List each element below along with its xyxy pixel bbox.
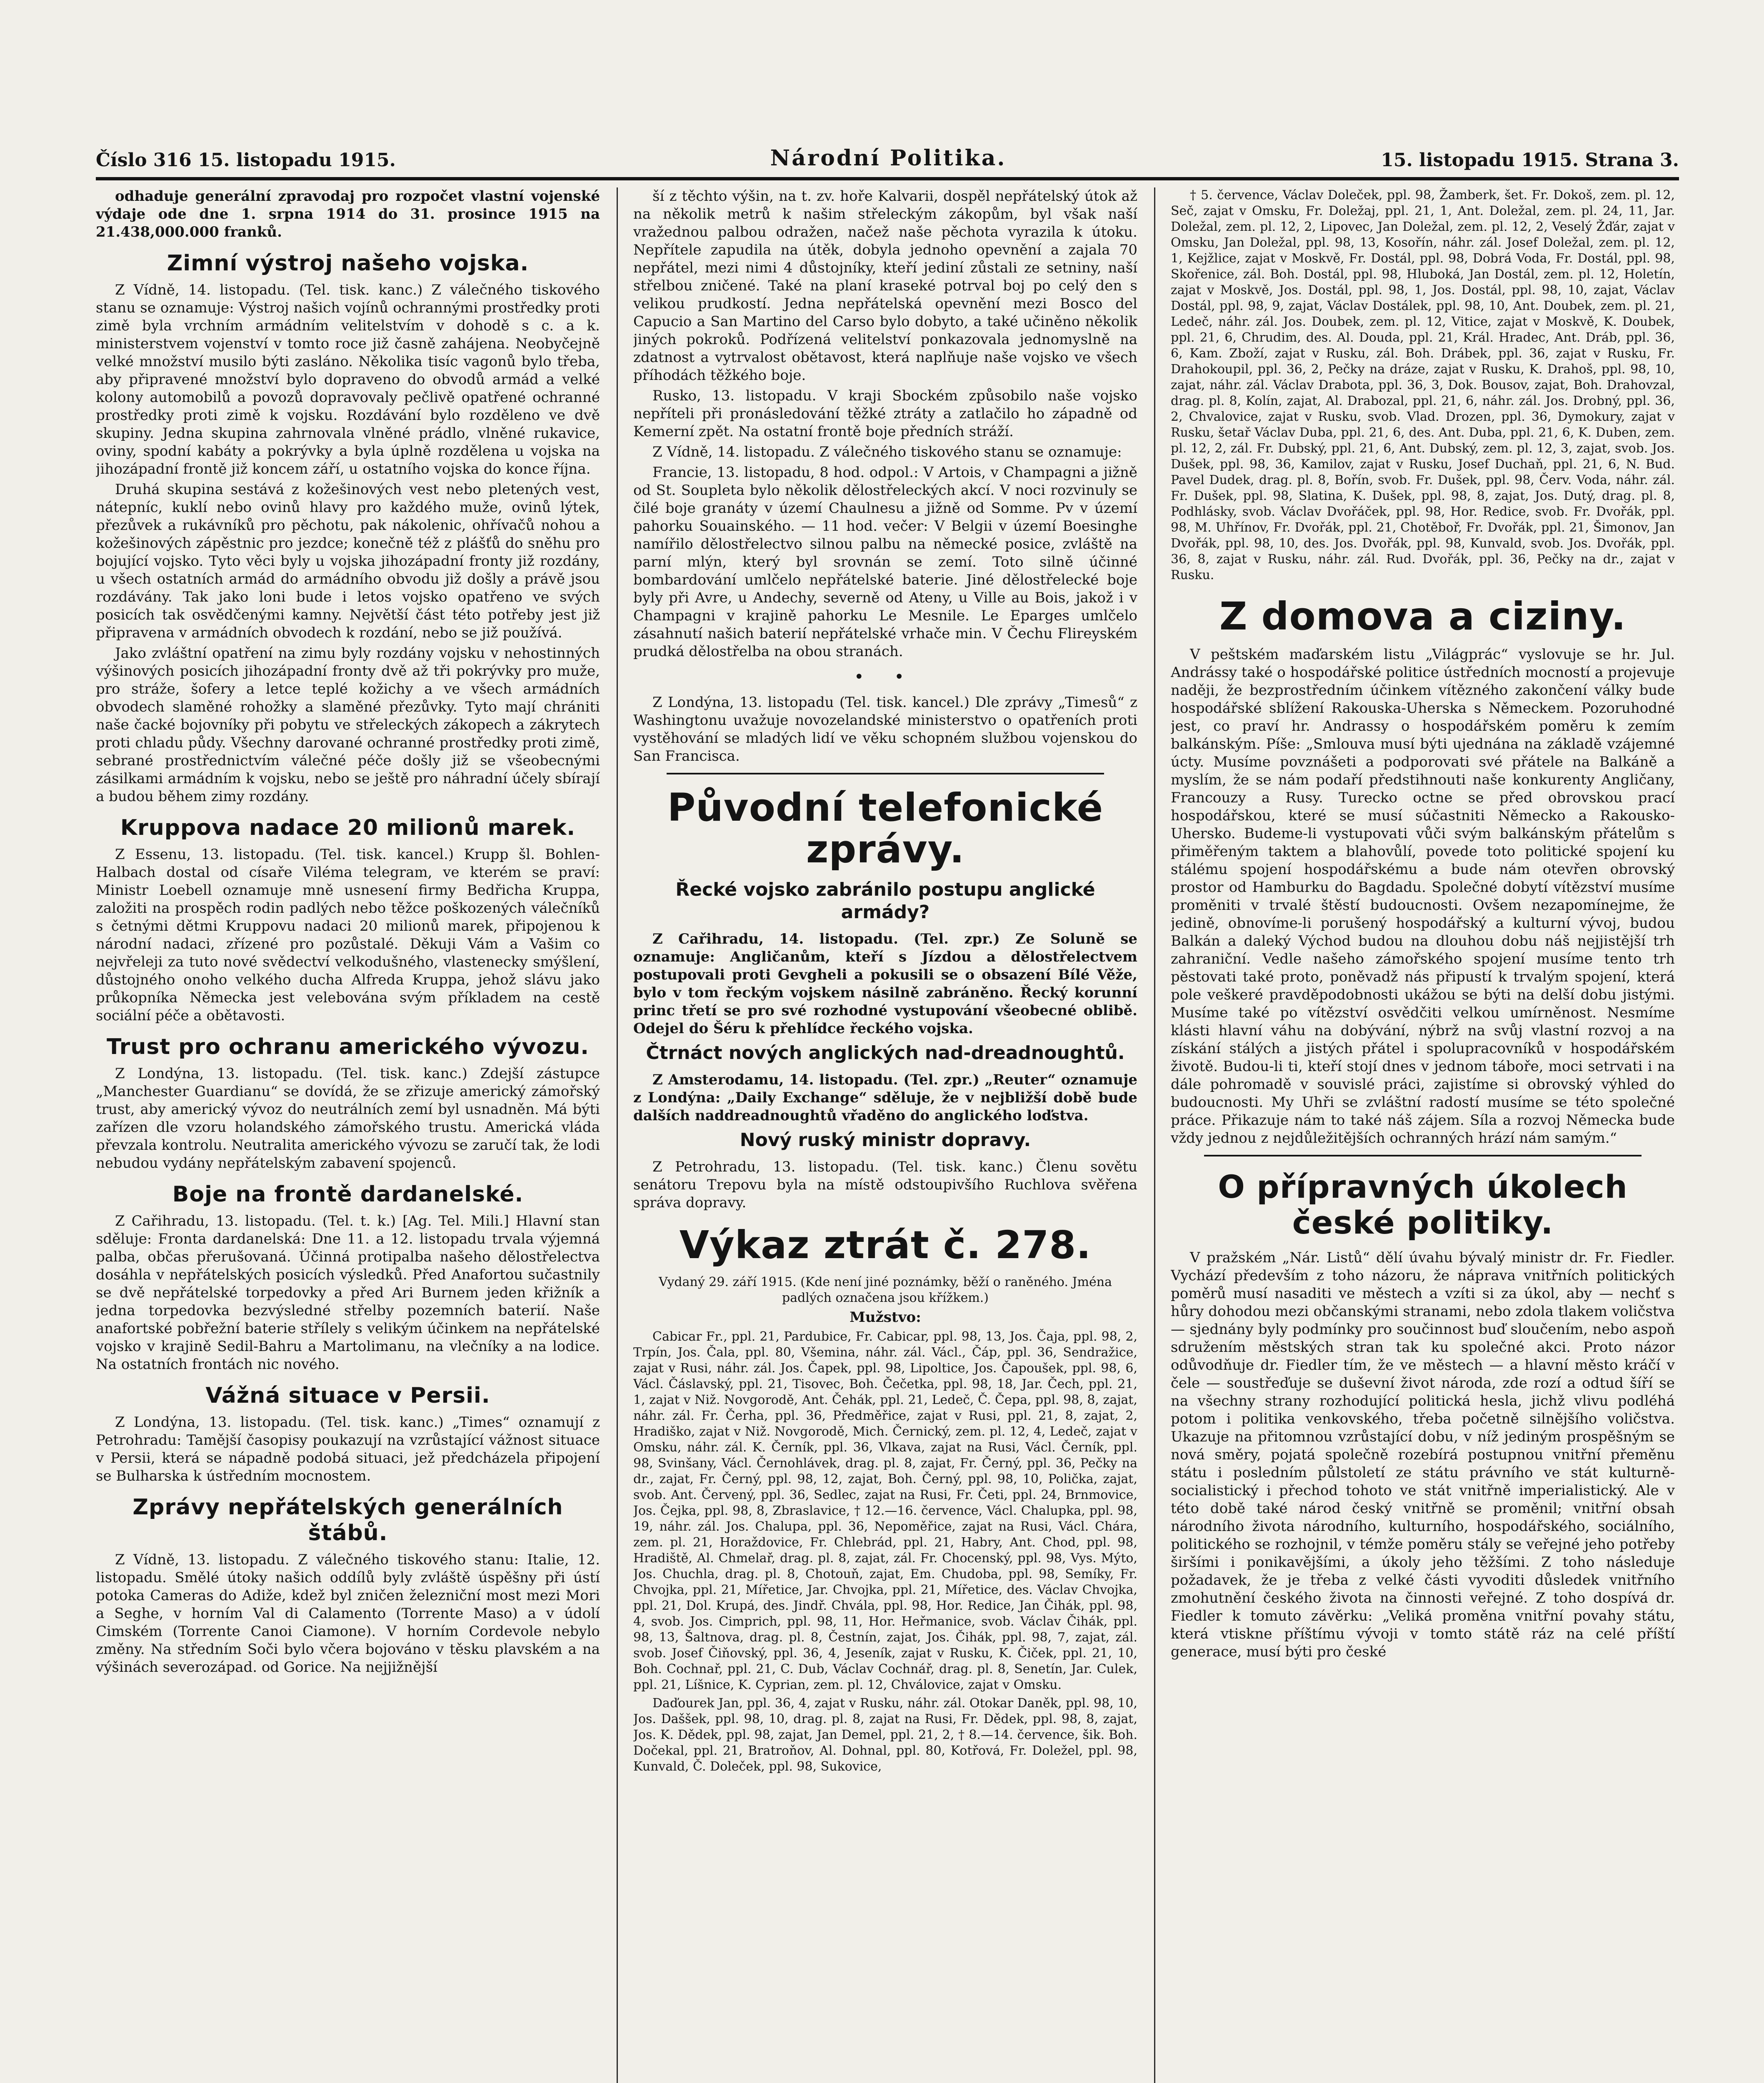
casualty-list: Daďourek Jan, ppl. 36, 4, zajat v Rusku, náhr. zál. Otokar Daněk, ppl. 98, 10, Jos. Daššek, ppl. 98, 10, drag. pl. 8, zajat na Rusi, Fr. Dědek, ppl. 98, 8, zajat, Jos. K. Dědek, ppl. 98, zajat, Jan Demel, ppl. 21, 2, † 8.—14. července, šik. Boh. Dočekal, ppl. 21, Bratroňov, Al. Dohnal, ppl. 80, Kotřová, Fr. Doležel, ppl. 98, Kunvald, Č. Doleček, ppl. 98, Sukovice,	[633, 1696, 1137, 1774]
article-text: V pražském „Nár. Listů“ dělí úvahu bývalý ministr dr. Fr. Fiedler. Vychází především z toho názoru, že náprava vnitřních politických poměrů musí nasaditi ve městech a vzíti si za úkol, aby — nechť s hůry dohodou mezi občanskými stranami, nebo zdola tlakem voličstva — sjednány byly podmínky pro součinnost buď sloučením, nebo aspoň sdružením městských stran tak ku společné akci. Proto názor odůvodňuje dr. Fiedler tím, že ve městech — a hlavní město kráčí v čele — soustřeďuje se duševní život národa, zde rozí a odtud šíří se na všechny strany rozhodující politická hesla, jichž vlivu podléhá potom i politika venkovského, třeba početně silnějšího voličstva. Ukazuje na přitomnou vzrůstající dobu, v níž jediným prospěšným se nová směry, pojatá společně rozebírá postupnou vnitřní přeměnu státu i posledním půlstoletí ze státu právního ve stát kulturně-socialistický i přechod tohoto ve stát vnitřně imperialistický. Ale v této době také národ český vnitřně se proměnil; vnitřní obsah národního života národního, kulturního, hospodářského, sociálního, politického se rozhojnil, v témže poměru stály se veřejné jeho potřeby širšími i ponikavějšími, a úkoly jeho těžšími. Z toho následuje požadavek, že je třeba z velké části vyvoditi důsledek vnitřního zmohutnění českého života na činnosti veřejné. Z toho dospívá dr. Fiedler k tomuto závěrku: „Veliká proměna vnitřní povahy státu, která vtiskne příštímu vývoji v tomto státě ráz na celé příští generace, musí býti pro české	[1171, 1249, 1675, 1660]
issue-info: Číslo 316 15. listopadu 1915.	[96, 150, 396, 171]
article-text: Z Vídně, 14. listopadu. (Tel. tisk. kanc.) Z válečného tiskového stanu se oznamuje: Výstroj našich vojínů ochrannými prostředky proti zimě byla vrchním armádním velitelstvím v dohodě s c. a k. ministerstvem vojenství v tomto roce již časně zahájena. Neobyčejně velké množství musilo býti zasláno. Několika tisíc vagonů bylo třeba, aby připravené množství bylo dopraveno do obvodů armád a velké kolony automobilů a povozů dopravovaly pečlivě opatřené ochranné prostředky proti zimě k vojsku. Rozdávání bylo rozděleno ve dvě skupiny. Jedna skupina zahrnovala vlněné prádlo, vlněné rukavice, oviny, spodní kabáty a pokrývky a byla úplně rozdělena u vojska na jihozápadní frontě již koncem září, u ostatního vojska do konce října.	[96, 282, 600, 477]
subheadline-ctrnact: Čtrnáct nových anglických nad-dreadnoughtů.	[646, 1042, 1125, 1064]
separator-rule	[1204, 1155, 1642, 1156]
masthead	[96, 137, 1679, 171]
headline-trust: Trust pro ochranu amerického vývozu.	[106, 1034, 590, 1059]
article-text: Z Vídně, 14. listopadu. Z válečného tiskového stanu se oznamuje:	[652, 444, 1122, 460]
headline-zimni-vystroj: Zimní výstroj našeho vojska.	[167, 251, 529, 276]
article-text: Z Cařihradu, 13. listopadu. (Tel. t. k.) [Ag. Tel. Mili.] Hlavní stan sděluje: Fronta dardanelská: Dne 11. a 12. listopadu trvala výjemná palba, občas přerušovaná. Účinná protipalba našeho dělostřelectva dosáhla v nepřátelských posicích výsledků. Před Anafortou sučastnily se dvě nepřátelské torpedovky a před Ari Burnem jeden křižník a jedna torpedovka bezvýsledné střelby pozemních baterií. Naše anafortské pobřežní baterie střílely s velikým účinkem na nepřátelské vojsko v krajině Sedil-Bahru a Martolimanu, na vlečníky a na lodice. Na ostatních frontách nic nového.	[96, 1213, 600, 1373]
vykaz-subtitle: Vydaný 29. září 1915. (Kde není jiné poznámky, běží o raněného. Jména padlých označena jsou křížkem.)	[659, 1275, 1112, 1305]
column-divider	[617, 187, 618, 2083]
column-divider	[1154, 187, 1155, 2083]
headline-dardanely: Boje na frontě dardanelské.	[172, 1182, 524, 1207]
section-label: Mužstvo:	[850, 1309, 921, 1326]
article-text: Francie, 13. listopadu, 8 hod. odpol.: V Artois, v Champagni a jižně od St. Soupleta bylo několik dělostřeleckých akcí. V noci rozvinuly se čilé boje granáty v území Chaulnesu a jižně od Somme. Pv v území pahorku Souainského. — 11 hod. večer: V Belgii v území Boesinghe namířilo dělostřelectvo silnou palbu na německé posice, zvláště na parní mlýn, který byl srovnán se zemí. Toto silně účinné bombardování umlčelo nepřátelské baterie. Jiné dělostřelecké boje byly při Avre, u Andechy, severně od Ateny, u Ville au Bois, jakož i v Champagni v krajině pahorku Le Mesnile. Le Eparges umlčelo zásahnutí našich baterií nepřátelské vrhače min. V Čechu Flireyském prudká dělostřelba na obou stranách.	[633, 464, 1137, 660]
headline-telefonicke: Původní telefonické zprávy.	[667, 785, 1104, 872]
headline-zpravy: Zprávy nepřátelských generálních štábů.	[132, 1495, 563, 1546]
subheadline-ministr: Nový ruský ministr dopravy.	[740, 1129, 1031, 1151]
article-text: Z Londýna, 13. listopadu. (Tel. tisk. kanc.) „Times“ oznamují z Petrohradu: Tamější časopisy poukazují na vzrůstající vážnost situace v Persii, která se nápadně podobá situaci, jež předcházela připojení se Bulharska k ústředním mocnostem.	[96, 1414, 600, 1484]
separator-rule	[667, 773, 1104, 774]
article-text: Druhá skupina sestává z kožešinových vest nebo pletených vest, nátepníc, kuklí nebo ovinů hlavy pro každého muže, ovinů lýtek, přezůvek a rukávníků pro pěchotu, pak nákolenic, ohřívačů nohou a kožešinových zápěstnic pro jezdce; konečně též z plášťů do sněhu pro bojující vojsko. Tyto věci byly u vojska jihozápadní fronty již rozdány, u všech ostatních armád do armádního obvodu již došly a právě jsou rozdávány. Tak jako loni bude i letos vojsko opatřeno ve svých posicích tak osvědčenými kamny. Největší část této potřeby jest již připravena v armádních obvodech k rozdání, nebo se již používá.	[96, 481, 600, 641]
article-text: Jako zvláštní opatření na zimu byly rozdány vojsku v nehostinných výšinových posicích jihozápadní fronty dvě až tři pokrývky pro muže, pro stráže, šofery a letce teplé kožichy a ve všech armádních obvodech slaměné rohožky a slaměné přezůvky. Tyto mají chrániti naše čacké bojovníky při pobytu ve střeleckých zákopech a zákrytech proti chladu půdy. Všechny darované ochranné prostředky proti zimě, sebrané prostřednictvím válečné péče došly již se všeobecnými zásilkami armádním k vojsku, nebo se ještě pro náhradní účely sbírají a budou během zimy rozdány.	[96, 645, 600, 805]
article-text: Z Londýna, 13. listopadu (Tel. tisk. kancel.) Dle zprávy „Timesů“ z Washingtonu uvažuje novozelandské ministerstvo o opatřeních proti vystěhování se mladých lidí ve věku schopném službou vojenskou do San Francisca.	[633, 694, 1137, 764]
article-text: odhaduje generální zpravodaj pro rozpočet vlastní vojenské výdaje ode dne 1. srpna 1914 do 31. prosince 1915 na 21.438,000.000 franků.	[96, 188, 600, 240]
headline-z-domova: Z domova a ciziny.	[1219, 594, 1627, 639]
article-text: Z Petrohradu, 13. listopadu. (Tel. tisk. kanc.) Členu sovětu senátoru Trepovu byla na místě odstoupivšího Ruchlova svěřena správa dopravy.	[633, 1159, 1137, 1211]
casualty-list: † 5. července, Václav Doleček, ppl. 98, Žamberk, šet. Fr. Dokoš, zem. pl. 12, Seč, zajat v Omsku, Fr. Doležaj, ppl. 21, 1, Ant. Doležal, zem. pl. 24, 11, Jar. Doležal, zem. pl. 12, 2, Lipovec, Jan Doležal, zem. pl. 12, 2, Veselý Žďár, zajat v Omsku, Jan Doležal, ppl. 98, 13, Kosořín, náhr. zál. Josef Doležal, zem. pl. 12, 1, Kejžlice, zajat v Moskvě, Fr. Dostál, ppl. 98, Dobrá Voda, Fr. Dostál, ppl. 98, Skořenice, zál. Boh. Dostál, ppl. 98, Hluboká, Jan Dostál, zem. pl. 12, Holetín, zajat v Moskvě, Jos. Dostál, ppl. 98, 1, Jos. Dostál, ppl. 98, 10, zajat, Václav Dostál, ppl. 98, 9, zajat, Václav Dostálek, ppl. 98, 10, Ant. Doubek, zem. pl. 21, Ledeč, náhr. zál. Jos. Doubek, zem. pl. 12, Vitice, zajat v Moskvě, K. Doubek, ppl. 21, 6, Chrudim, des. Al. Douda, ppl. 21, Král. Hradec, Ant. Dráb, ppl. 36, 6, Kam. Zboží, zajat v Rusku, zál. Boh. Drábek, ppl. 36, zajat v Rusku, Fr. Drahokoupil, ppl. 36, 2, Pečky na dráze, zajat v Rusku, K. Drahoš, ppl. 98, 10, zajat, náhr. zál. Václav Drabota, ppl. 36, 3, Dok. Bousov, zajat, Boh. Drahovzal, drag. pl. 8, Kolín, zajat, Al. Drabozal, ppl. 21, 6, náhr. zál. Jos. Drobný, ppl. 36, 2, Chvalovice, zajat v Rusku, svob. Vlad. Drozen, ppl. 36, Dymokury, zajat v Rusku, šetař Václav Duba, ppl. 21, 6, des. Ant. Duba, ppl. 21, 6, K. Duben, zem. pl. 12, 2, zál. Fr. Dubský, ppl. 21, 6, Ant. Dubský, zem. pl. 12, 3, zajat, svob. Jos. Dušek, ppl. 98, 36, Kamilov, zajat v Rusku, Josef Duchaň, ppl. 21, 6, N. Bud. Pavel Dudek, drag. pl. 8, Bořín, svob. Fr. Dušek, ppl. 98, Červ. Voda, náhr. zál. Fr. Dušek, ppl. 98, Slatina, K. Dušek, ppl. 98, 8, zajat, Jos. Dutý, drag. pl. 8, Podhlásky, svob. Václav Dvořáček, ppl. 98, Hor. Redice, svob. Fr. Dvořák, ppl. 98, M. Uhřínov, Fr. Dvořák, ppl. 21, Chotěboř, Fr. Dvořák, ppl. 21, Šimonov, Jan Dvořák, ppl. 98, 10, des. Jos. Dvořák, ppl. 98, Kunvald, svob. Jos. Dvořák, ppl. 36, 8, zajat v Rusku, náhr. zál. Rud. Dvořák, ppl. 36, Pečky na dr., zajat v Rusku.	[1171, 188, 1675, 582]
column-3	[1171, 187, 1675, 2083]
separator-dots: • •	[854, 667, 917, 687]
newspaper-title: Národní Politika.	[770, 145, 1007, 171]
column-2	[633, 187, 1137, 2083]
article-text: V peštském maďarském listu „Világprác“ vyslovuje se hr. Jul. Andrássy také o hospodářské politice ústředních mocností a projevuje naději, že bezprostředním účinkem vítězného zakončení války bude hospodářské sblížení Rakouska-Uherska s Německem. Pozoruhodné jest, co praví hr. Andrassy o hospodářském poměru k zemím balkánským. Píše: „Smlouva musí býti ujednána na základě vzájemné úcty. Musíme povznášeti a podporovati své přátele na Balkáně a myslím, že se nám podaří předstihnouti naše konkurenty Angličany, Francouzy a Rusy. Turecko octne se před obrovskou prací hospodářskou, které se musí súčastniti Německo a Rakousko-Uhersko. Budeme-li vystupovati vůči svým balkánským přátelům s přiměřeným taktem a blahovůlí, povede toto politické spojení ku stálému spojení hospodářskému a bude nám otevřen obrovský prostor od Hamburku do Bagdadu. Společné dobytí vítězství musíme proměniti v trvalé štěstí budoucnosti. Ovšem nezapomínejme, že jedině, obnovíme-li porušený hospodářský a kulturní vývoj, budou Balkán a daleký Východ budou na dlouhou dobu náš nejjistější trh zahraniční. Vedle našeho zámořského spojení musíme tento trh pěstovati také proto, poněvadž nás připustí k trvalým spojení, která pole veškeré pravděpodobnosti ukážou se býti na delší dobu jistými. Musíme také po vítězství osvědčiti velkou umírněnost. Nesmíme klásti hlavní váhu na dobývání, nýbrž na svůj vlastní rozvoj a na získání stálých a jistých přátel i spolupracovníků v hospodářském životě. Budou-li ti, kteří stojí dnes v jednom táboře, moci setrvati i na dále pohromadě v souvislé práci, zajistíme si obrovský výhled do budoucnosti. My Uhři se zvláštní radostí musíme se této společné práce. Přikazuje nám to také náš zájem. Síla a rozvoj Německa bude vždy jednou z nejdůležitějších ochranných hrází nám samým.“	[1171, 646, 1675, 1146]
newspaper-page	[96, 137, 1679, 2083]
casualty-list: Cabicar Fr., ppl. 21, Pardubice, Fr. Cabicar, ppl. 98, 13, Jos. Čaja, ppl. 98, 2, Trpín, Jos. Čala, ppl. 80, Všemina, náhr. zál. Václ., Čáp, ppl. 36, Sendražice, zajat v Rusi, náhr. zál. Jos. Čapek, ppl. 98, Lipoltice, Jos. Čapoušek, ppl. 98, 6, Václ. Čáslavský, ppl. 21, Tisovec, Boh. Čečetka, ppl. 98, 18, Jar. Čech, ppl. 21, 1, zajat v Niž. Novgorodě, Ant. Čehák, ppl. 21, Ledeč, Č. Čepa, ppl. 98, 8, zajat, náhr. zál. Fr. Čerha, ppl. 36, Předměřice, zajat v Rusi, ppl. 21, 8, zajat, 2, Hradiško, zajat v Niž. Novgorodě, Mich. Černický, zem. pl. 12, 4, Ledeč, zajat v Omsku, náhr. zál. K. Černík, ppl. 36, Vlkava, zajat na Rusi, Václ. Černík, ppl. 98, Svinšany, Václ. Černohlávek, drag. pl. 8, zajat, Fr. Černý, ppl. 36, Pečky na dr., zajat, Fr. Černý, ppl. 98, 12, zajat, Boh. Černý, ppl. 98, 10, Polička, zajat, svob. Ant. Červený, ppl. 36, Sedlec, zajat na Rusi, Fr. Četi, ppl. 24, Brnmovice, Jos. Čejka, ppl. 98, 8, Zbraslavice, † 12.—16. července, Václ. Chalupka, ppl. 98, 19, náhr. zál. Jos. Chalupa, ppl. 36, Nepoměřice, zajat na Rusi, Václ. Chára, zem. pl. 21, Horaždovice, Fr. Chlebrád, ppl. 21, Habry, Ant. Chod, ppl. 98, Hradiště, Al. Chmelař, drag. pl. 8, zajat, zál. Fr. Chocenský, ppl. 98, Vys. Mýto, Jos. Chuchla, drag. pl. 8, Chotouň, zajat, Em. Chudoba, ppl. 98, Semíky, Fr. Chvojka, ppl. 21, Mířetice, Jar. Chvojka, ppl. 21, Mířetice, des. Václav Chvojka, ppl. 21, Dol. Krupá, des. Jindř. Chvála, ppl. 98, Hor. Redice, Jan Čihák, ppl. 98, 4, svob. Jos. Cimprich, ppl. 98, 11, Hor. Heřmanice, svob. Václav Čihák, ppl. 98, 13, Šaltnova, drag. pl. 8, Čestnín, zajat, Jos. Čihák, ppl. 98, 7, zajat, zál. svob. Josef Čiňovský, ppl. 36, 4, Jeseník, zajat v Rusku, K. Čiček, ppl. 21, 10, Boh. Cochnař, ppl. 21, C. Dub, Václav Cochnář, drag. pl. 8, Senetín, Jar. Culek, ppl. 21, Líšnice, K. Cyprian, zem. pl. 12, Chválovice, zajat v Omsku.	[633, 1329, 1137, 1692]
article-text: ší z těchto výšin, na t. zv. hoře Kalvarii, dospěl nepřátelský útok až na několik metrů k našim střeleckým zákopům, byl však naší vražednou palbou odražen, načež naše pěchota vyrazila k útoku. Nepřítele zapudila na útěk, dobyla jednoho opevnění a zajala 70 nepřátel, mezi nimi 4 důstojníky, kteří jediní zůstali ze setniny, naší střelbou zničené. Také na planí kraseké potrval boj po celý den s velikou prudkostí. Jedna nepřátelská opevnění mezi Bosco del Capucio a San Martino del Carso bylo dobyto, a také učiněno několik jiných pokroků. Podřízená velitelství ponkazovala jednomyslně na zdatnost a vytrvalost obětavost, která naplňuje naše vojsko ve všech příhodách těžkého boje.	[633, 188, 1137, 384]
subheadline-recke: Řecké vojsko zabránilo postupu anglické armády?	[675, 879, 1095, 923]
headline-vykaz: Výkaz ztrát č. 278.	[679, 1223, 1092, 1267]
headline-persie: Vážná situace v Persii.	[205, 1383, 490, 1408]
article-text: Z Londýna, 13. listopadu. (Tel. tisk. kanc.) Zdejší zástupce „Manchester Guardianu“ se dovídá, že se zřizuje americký zámořský trust, aby americký vývoz do neutrálních zemí byl usnadněn. Má býti zařízen dle vzoru holandského zámořského trustu. Americká vláda převzala kontrolu. Neutralita amerického vývozu se zaručí tak, že lodi nebudou vydány nepřátelským zabavení spojenců.	[96, 1065, 600, 1171]
headline-krupp: Kruppova nadace 20 milionů marek.	[120, 815, 576, 840]
column-1	[96, 187, 600, 2083]
article-text: Z Amsterodamu, 14. listopadu. (Tel. zpr.) „Reuter“ oznamuje z Londýna: „Daily Exchange“ sděluje, že v nejbližší době bude dalších naddreadnoughtů vřaděno do anglického loďstva.	[633, 1071, 1137, 1124]
page-info: 15. listopadu 1915. Strana 3.	[1381, 150, 1679, 171]
article-text: Z Essenu, 13. listopadu. (Tel. tisk. kancel.) Krupp šl. Bohlen-Halbach dostal od císaře Viléma telegram, ve kterém se praví: Ministr Loebell oznamuje mně usnesení firmy Bedřicha Kruppa, založiti na prospěch rodin padlých nebo těžce poškozených válečníků s četnými dětmi Kruppovu nadaci 20 milionů marek, připojenou k národní nadaci, zřízené pro pozůstalé. Děkuji Vám a Vašim co nejvřeleji za tuto nové svědectví velkodušného, vlastenecky smýšlení, důstojného onoho velkého ducha Alfreda Kruppa, jehož slávu jako průkopníka Německa jest velebována svým příkladem na cestě sociální péče a obětavosti.	[96, 846, 600, 1024]
article-text: Z Cařihradu, 14. listopadu. (Tel. zpr.) Ze Soluně se oznamuje: Angličanům, kteří s Jízdou a dělostřelectvem postupovali proti Gevgheli a pokusili se o obsazení Bílé Věže, bylo v tom řeckým vojskem násilně zabráněno. Řecký korunní princ třetí se pro své rozhodné vystupování všeobecné oblibě. Odejel do Šéru k přehlídce řeckého vojska.	[633, 931, 1137, 1037]
headline-ukoly: O přípravných úkolech české politiky.	[1218, 1168, 1628, 1241]
article-text: Rusko, 13. listopadu. V kraji Sbockém způsobilo naše vojsko nepříteli při pronásledování těžké ztráty a zatlačilo ho západně od Kemerní zpět. Na ostatní frontě boje předních stráží.	[633, 387, 1137, 440]
article-text: Z Vídně, 13. listopadu. Z válečného tiskového stanu: Italie, 12. listopadu. Smělé útoky našich oddílů byly zvláště úspěšny při ústí potoka Cameras do Adiže, kdež byl zničen železniční most mezi Mori a Seghe, v horním Val di Calamento (Torrente Maso) a v údolí Cimském (Torrente Canoi Ciamone). V horním Cordevole nebylo změny. Na středním Soči bylo včera bojováno v těsku plavském a na výšinách severozápad. od Gorice. Na nejjižnější	[96, 1551, 600, 1676]
masthead-rule	[96, 177, 1679, 180]
